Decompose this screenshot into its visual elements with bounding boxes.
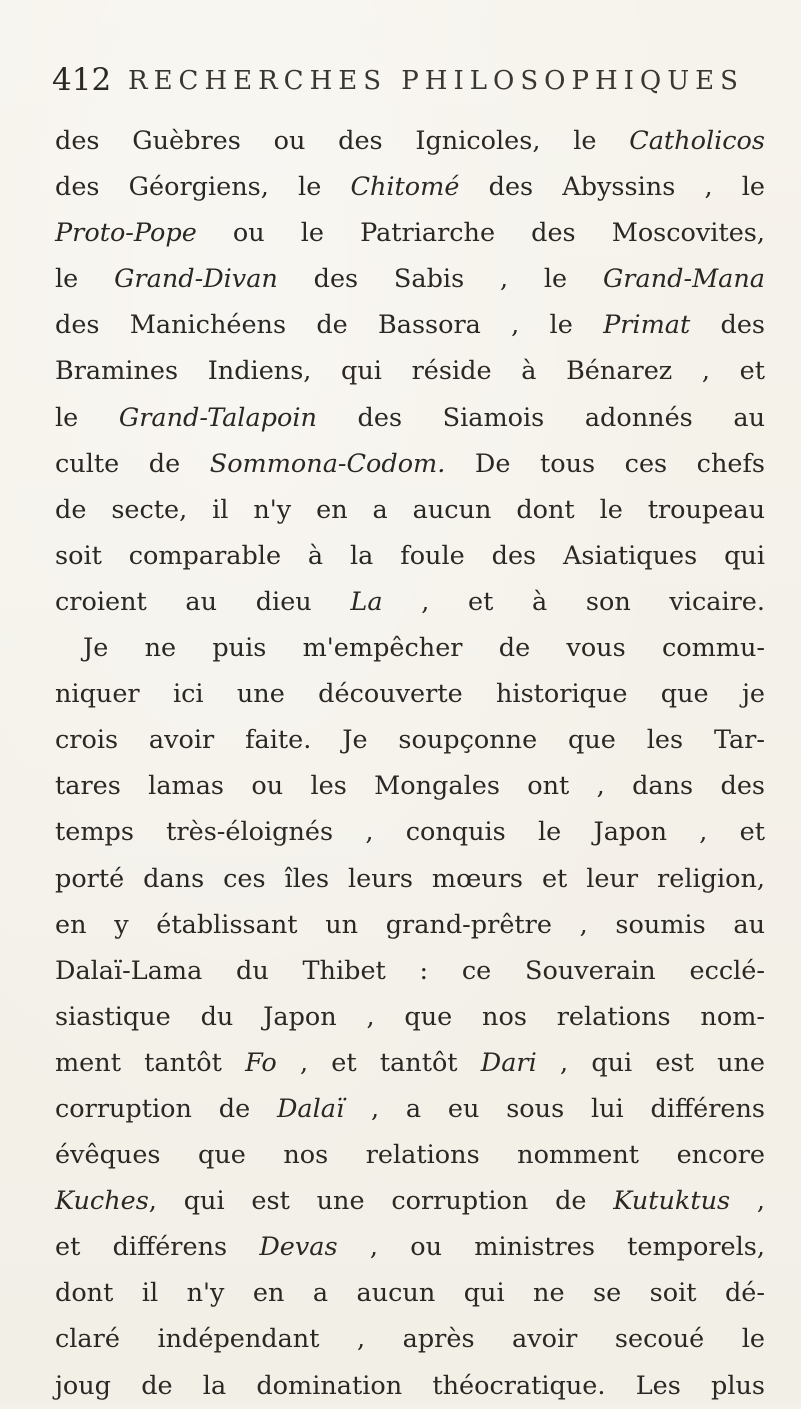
text-run: des Siamois adonnés au xyxy=(316,402,765,433)
text-line xyxy=(55,302,765,348)
text-line xyxy=(55,809,765,855)
italic-term: Sommona-Codom. xyxy=(209,448,446,479)
text-line xyxy=(55,717,765,763)
text-run: de secte, il n'y en a aucun dont le troupeau xyxy=(55,494,765,525)
italic-term: Kutuktus xyxy=(613,1186,731,1217)
text-run: , qui est une corruption de xyxy=(148,1186,614,1217)
text-line xyxy=(55,256,765,302)
text-line xyxy=(55,1270,765,1316)
text-run: des Guèbres ou des Ignicoles, le xyxy=(55,126,630,156)
text-line xyxy=(55,856,765,902)
text-run: Bramines Indiens, qui réside à Bénarez , et xyxy=(55,356,765,387)
text-run: temps très-éloignés , conquis le Japon , et xyxy=(55,817,765,848)
text-run: des xyxy=(690,310,765,341)
page-number: 412 xyxy=(52,62,112,98)
italic-term: Grand-Talapoin xyxy=(118,402,317,433)
text-line xyxy=(55,441,765,487)
text-run: , xyxy=(730,1186,765,1217)
text-run: niquer ici une découverte historique que je xyxy=(55,679,765,710)
text-line xyxy=(55,1040,765,1086)
text-run: le xyxy=(55,264,115,295)
text-run: croient au dieu xyxy=(55,586,351,617)
text-line xyxy=(55,1178,765,1224)
text-line xyxy=(55,994,765,1040)
italic-term: La xyxy=(350,586,383,617)
text-run: claré indépendant , après avoir secoué le xyxy=(55,1324,765,1355)
text-line xyxy=(55,671,765,717)
text-line xyxy=(55,1363,765,1409)
text-run: des Manichéens de Bassora , le xyxy=(55,310,604,341)
text-run: le xyxy=(55,402,119,433)
text-run: siastique du Japon , que nos relations nom- xyxy=(55,1001,765,1032)
italic-term: Kuches xyxy=(55,1186,149,1217)
text-run: , et à son vicaire. xyxy=(382,586,765,617)
text-line xyxy=(55,348,765,394)
text-run: en y établissant un grand-prêtre , soumis au xyxy=(55,909,765,940)
italic-term: Fo xyxy=(245,1047,277,1078)
text-run: , et tantôt xyxy=(276,1047,481,1078)
text-run: , ou ministres temporels, xyxy=(337,1232,765,1263)
text-line xyxy=(55,625,765,671)
text-run: porté dans ces îles leurs mœurs et leur religion, xyxy=(55,863,765,894)
text-run: culte de xyxy=(55,448,210,479)
text-line xyxy=(55,1132,765,1178)
italic-term: Primat xyxy=(603,310,691,341)
text-run: des Sabis , le xyxy=(277,264,603,295)
text-line xyxy=(55,118,765,164)
text-run: Je ne puis m'empêcher de vous commu- xyxy=(83,633,765,664)
text-line xyxy=(55,210,765,256)
text-run: , qui est une xyxy=(536,1047,766,1078)
italic-term: Grand-Divan xyxy=(114,264,278,295)
page-header xyxy=(52,58,752,102)
text-line xyxy=(55,579,765,625)
text-run: soit comparable à la foule des Asiatiques qui xyxy=(55,540,765,571)
text-line xyxy=(55,395,765,441)
italic-term: Devas xyxy=(259,1232,338,1263)
text-run: ment tantôt xyxy=(55,1047,246,1078)
text-run: , a eu sous lui différens xyxy=(344,1093,765,1124)
text-line xyxy=(55,533,765,579)
text-line xyxy=(55,164,765,210)
text-run: crois avoir faite. Je soupçonne que les Tar- xyxy=(55,725,765,756)
text-run: des Abyssins , le xyxy=(459,172,765,203)
body-text xyxy=(55,118,765,1409)
italic-term: Grand-Mana xyxy=(602,264,766,295)
text-line xyxy=(55,1316,765,1362)
italic-term: Chitomé xyxy=(350,172,460,203)
text-line xyxy=(55,948,765,994)
text-line xyxy=(55,487,765,533)
text-line xyxy=(55,1086,765,1132)
text-line xyxy=(55,902,765,948)
text-run: dont il n'y en a aucun qui ne se soit dé- xyxy=(55,1278,765,1309)
text-line xyxy=(55,763,765,809)
text-run: et différens xyxy=(55,1232,260,1263)
text-run: De tous ces chefs xyxy=(445,448,765,479)
text-run: joug de la domination théocratique. Les plus xyxy=(55,1370,765,1401)
text-run: Dalaï-Lama du Thibet : ce Souverain ecclé- xyxy=(55,955,765,986)
text-run: corruption de xyxy=(55,1093,277,1124)
italic-term: Proto-Pope xyxy=(55,218,197,249)
italic-term: Dalaï xyxy=(276,1093,345,1124)
italic-term: Catholicos xyxy=(629,126,765,156)
italic-term: Dari xyxy=(480,1047,537,1078)
text-run: des Géorgiens, le xyxy=(55,172,351,203)
text-line xyxy=(55,1224,765,1270)
text-run: tares lamas ou les Mongales ont , dans des xyxy=(55,771,765,802)
text-run: ou le Patriarche des Moscovites, xyxy=(196,218,765,249)
text-run: évêques que nos relations nomment encore xyxy=(55,1140,765,1171)
running-title: RECHERCHES PHILOSOPHIQUES xyxy=(128,66,744,96)
